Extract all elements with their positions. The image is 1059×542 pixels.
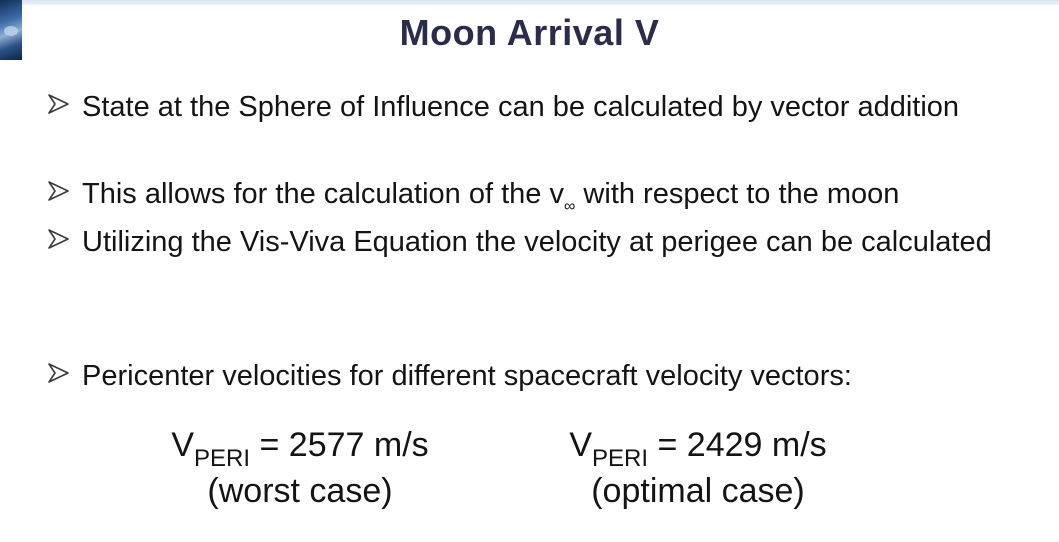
arrow-bullet-icon [46, 178, 72, 204]
velocity-value: = 2429 m/s [648, 426, 827, 464]
velocity-subscript: PERI [194, 445, 251, 472]
velocity-symbol: V [171, 426, 195, 464]
case-label: (optimal case) [591, 472, 805, 510]
arrow-bullet-icon [46, 91, 72, 117]
bullet-text [82, 175, 1032, 218]
case-label: (worst case) [207, 472, 393, 510]
velocity-value: = 2577 m/s [250, 426, 429, 464]
arrow-bullet-icon [46, 360, 72, 386]
velocity-subscript: PERI [592, 445, 649, 472]
result-worst-case [150, 424, 450, 512]
slide-top-strip [0, 0, 1059, 5]
bullet-text: Pericenter velocities for different spacecraft velocity vectors: [82, 360, 852, 392]
infinity-subscript: ∞ [563, 198, 576, 215]
bullet-text-before: This allows for the calculation of the v [82, 178, 564, 210]
slide-title: Moon Arrival V [399, 12, 660, 53]
velocity-symbol: V [569, 426, 593, 464]
result-optimal-case [548, 424, 848, 512]
bullet-text: State at the Sphere of Influence can be calculated by vector addition [82, 91, 960, 123]
arrow-bullet-icon [46, 226, 72, 252]
bullet-text: Utilizing the Vis-Viva Equation the velocity at perigee can be calculated [82, 226, 992, 258]
bullet-text-after: with respect to the moon [575, 178, 900, 210]
